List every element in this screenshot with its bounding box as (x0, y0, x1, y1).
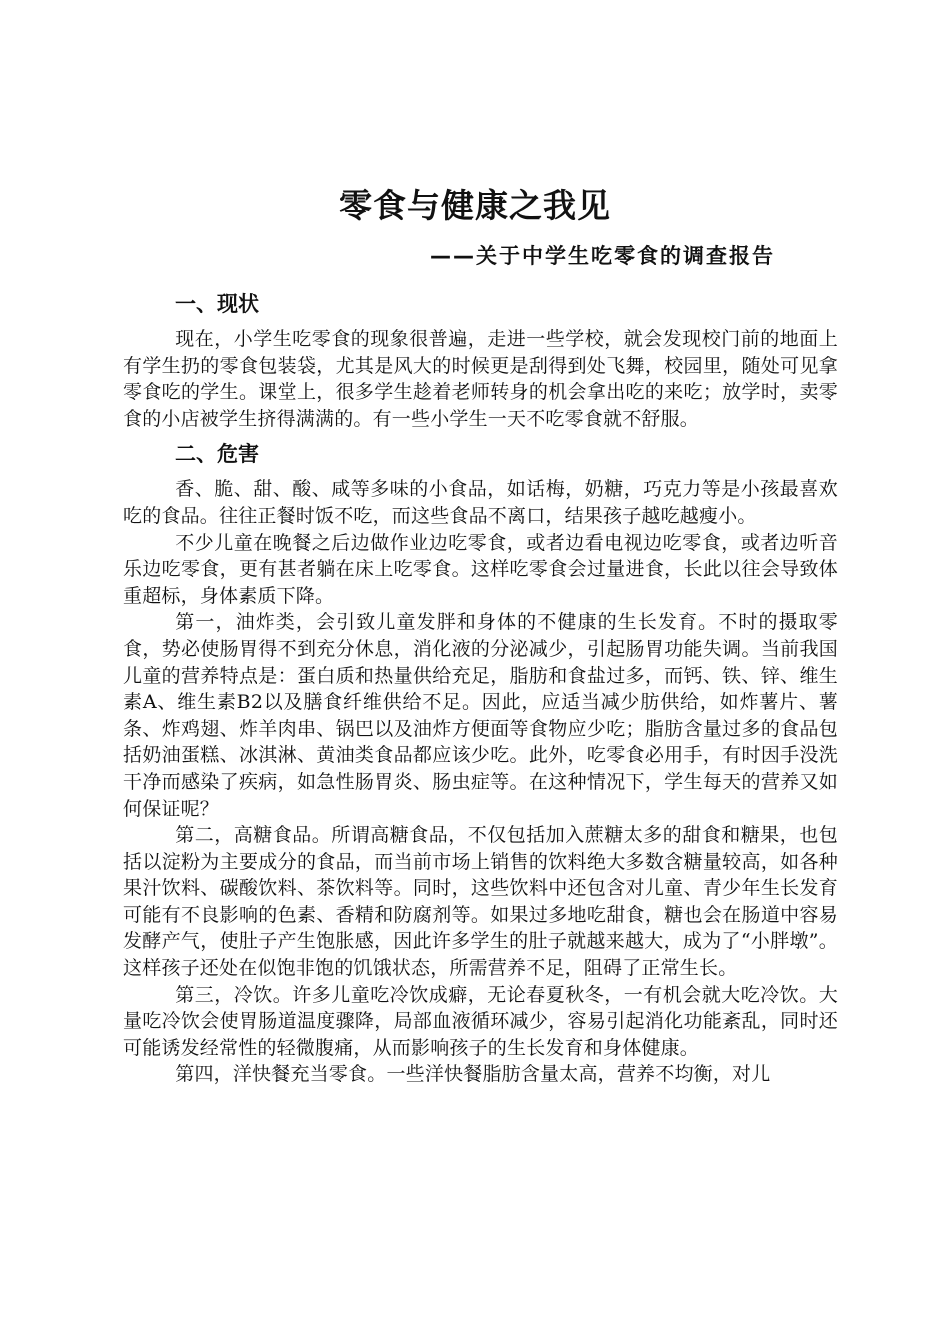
section-heading-harm: 二、危害 (175, 442, 259, 467)
document-body (123, 286, 838, 1088)
page-subtitle: ——关于中学生吃零食的调查报告 (430, 244, 775, 268)
paragraph: 香、脆、甜、酸、咸等多味的小食品，如话梅，奶糖，巧克力等是小孩最喜欢吃的食品。往往正餐时饭不吃，而这些食品不离口，结果孩子越吃越瘦小。 (123, 478, 838, 527)
paragraph: 不少儿童在晚餐之后边做作业边吃零食，或者边看电视边吃零食，或者边听音乐边吃零食，更有甚者躺在床上吃零食。这样吃零食会过量进食，长此以往会导致体重超标，身体素质下降。 (123, 531, 838, 607)
section-heading-status: 一、现状 (175, 292, 259, 316)
paragraph: 第三，冷饮。许多儿童吃冷饮成癖，无论春夏秋冬，一有机会就大吃冷饮。大量吃冷饮会使胃肠道温度骤降，局部血液循环减少，容易引起消化功能紊乱，同时还可能诱发经常性的轻微腹痛，从而影响孩子的生长发育和身体健康。 (123, 983, 838, 1059)
page-title: 零食与健康之我见 (339, 186, 611, 225)
paragraph: 第一，油炸类，会引致儿童发胖和身体的不健康的生长发育。不时的摄取零食，势必使肠胃得不到充分休息，消化液的分泌减少，引起肠胃功能失调。当前我国儿童的营养特点是：蛋白质和热量供给充足，脂肪和食盐过多，而钙、铁、锌、维生素A、维生素B2以及膳食纤维供给不足。因此，应适当减少肪供给，如炸薯片、薯条、炸鸡翅、炸羊肉串、锅巴以及油炸方便面等食物应少吃；脂肪含量过多的食品包括奶油蛋糕、冰淇淋、黄油类食品都应该少吃。此外，吃零食必用手，有时因手没洗干净而感染了疾病，如急性肠胃炎、肠虫症等。在这种情况下，学生每天的营养又如何保证呢？ (123, 611, 838, 820)
paragraph: 现在，小学生吃零食的现象很普遍，走进一些学校，就会发现校门前的地面上有学生扔的零食包装袋，尤其是风大的时候更是刮得到处飞舞，校园里，随处可见拿零食吃的学生。课堂上，很多学生趁着老师转身的机会拿出吃的来吃；放学时，卖零食的小店被学生挤得满满的。有一些小学生一天不吃零食就不舒服。 (123, 328, 838, 430)
paragraph: 第四，洋快餐充当零食。一些洋快餐脂肪含量太高，营养不均衡，对儿 (175, 1063, 771, 1086)
paragraph: 第二，高糖食品。所谓高糖食品，不仅包括加入蔗糖太多的甜食和糖果，也包括以淀粉为主要成分的食品，而当前市场上销售的饮料绝大多数含糖量较高，如各种果汁饮料、碳酸饮料、茶饮料等。同时，这些饮料中还包含对儿童、青少年生长发育可能有不良影响的色素、香精和防腐剂等。如果过多地吃甜食，糖也会在肠道中容易发酵产气，使肚子产生饱胀感，因此许多学生的肚子就越来越大，成为了“小胖墩”。这样孩子还处在似饱非饱的饥饿状态，所需营养不足，阻碍了正常生长。 (123, 824, 838, 980)
